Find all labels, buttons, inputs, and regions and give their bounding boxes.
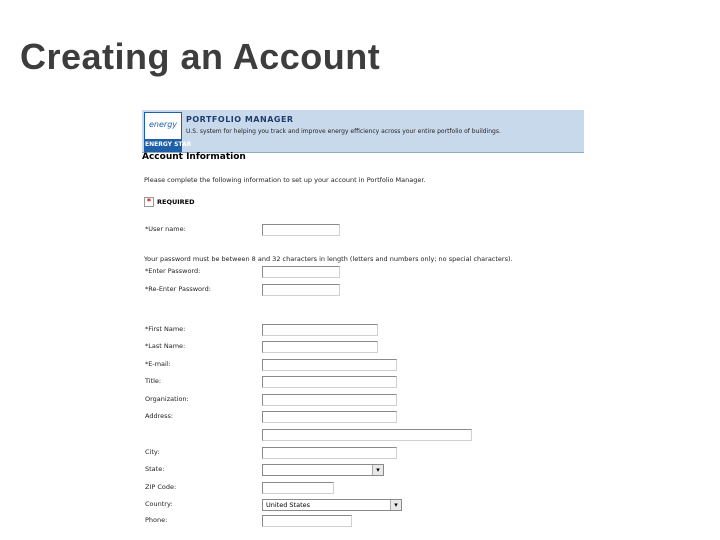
password-requirements-note: Your password must be between 8 and 32 characters in length (letters and numbers only; no special characters).	[144, 255, 513, 263]
screenshot-panel	[142, 110, 584, 540]
state-select[interactable]	[262, 464, 384, 476]
state-label: State:	[145, 465, 165, 473]
energy-script: energy	[149, 120, 178, 129]
last-name-input[interactable]	[262, 341, 378, 353]
zip-label: ZIP Code:	[145, 483, 177, 491]
username-input[interactable]	[262, 224, 340, 236]
title-input[interactable]	[262, 376, 397, 388]
password-input[interactable]	[262, 266, 340, 278]
city-label: City:	[145, 448, 160, 456]
account-information-heading: Account Information	[142, 152, 246, 162]
chevron-down-icon[interactable]: ▾	[372, 465, 383, 475]
last-name-label: *Last Name:	[145, 342, 186, 350]
title-label: Title:	[145, 377, 162, 385]
country-label: Country:	[145, 500, 173, 508]
energy-star-band: ENERGY STAR	[145, 139, 181, 151]
email-label: *E-mail:	[145, 360, 171, 368]
zip-input[interactable]	[262, 482, 334, 494]
required-label: REQUIRED	[157, 198, 195, 206]
product-tagline: U.S. system for helping you track and improve energy efficiency across your entire portfolio of buildings.	[186, 128, 501, 135]
country-selected-value: United States	[266, 501, 311, 509]
city-input[interactable]	[262, 447, 397, 459]
password-confirm-input[interactable]	[262, 284, 340, 296]
password-confirm-label: *Re-Enter Password:	[145, 285, 211, 293]
address-input[interactable]	[262, 411, 397, 423]
first-name-input[interactable]	[262, 324, 378, 336]
address-line2-input[interactable]	[262, 429, 472, 441]
product-title: PORTFOLIO MANAGER	[186, 115, 294, 124]
address-label: Address:	[145, 412, 174, 420]
form-instructions: Please complete the following information to set up your account in Portfolio Manager.	[144, 176, 426, 184]
password-label: *Enter Password:	[145, 267, 201, 275]
required-marker-icon: *	[144, 197, 154, 207]
energy-star-logo	[144, 112, 192, 152]
organization-label: Organization:	[145, 395, 189, 403]
required-legend	[144, 197, 195, 207]
username-label: *User name:	[145, 225, 186, 233]
email-input[interactable]	[262, 359, 397, 371]
portfolio-manager-banner	[142, 110, 584, 153]
phone-label: Phone:	[145, 516, 168, 524]
chevron-down-icon[interactable]: ▾	[390, 500, 401, 510]
organization-input[interactable]	[262, 394, 397, 406]
slide-title: Creating an Account	[20, 36, 381, 77]
country-select[interactable]	[262, 499, 402, 511]
phone-input[interactable]	[262, 515, 352, 527]
first-name-label: *First Name:	[145, 325, 186, 333]
